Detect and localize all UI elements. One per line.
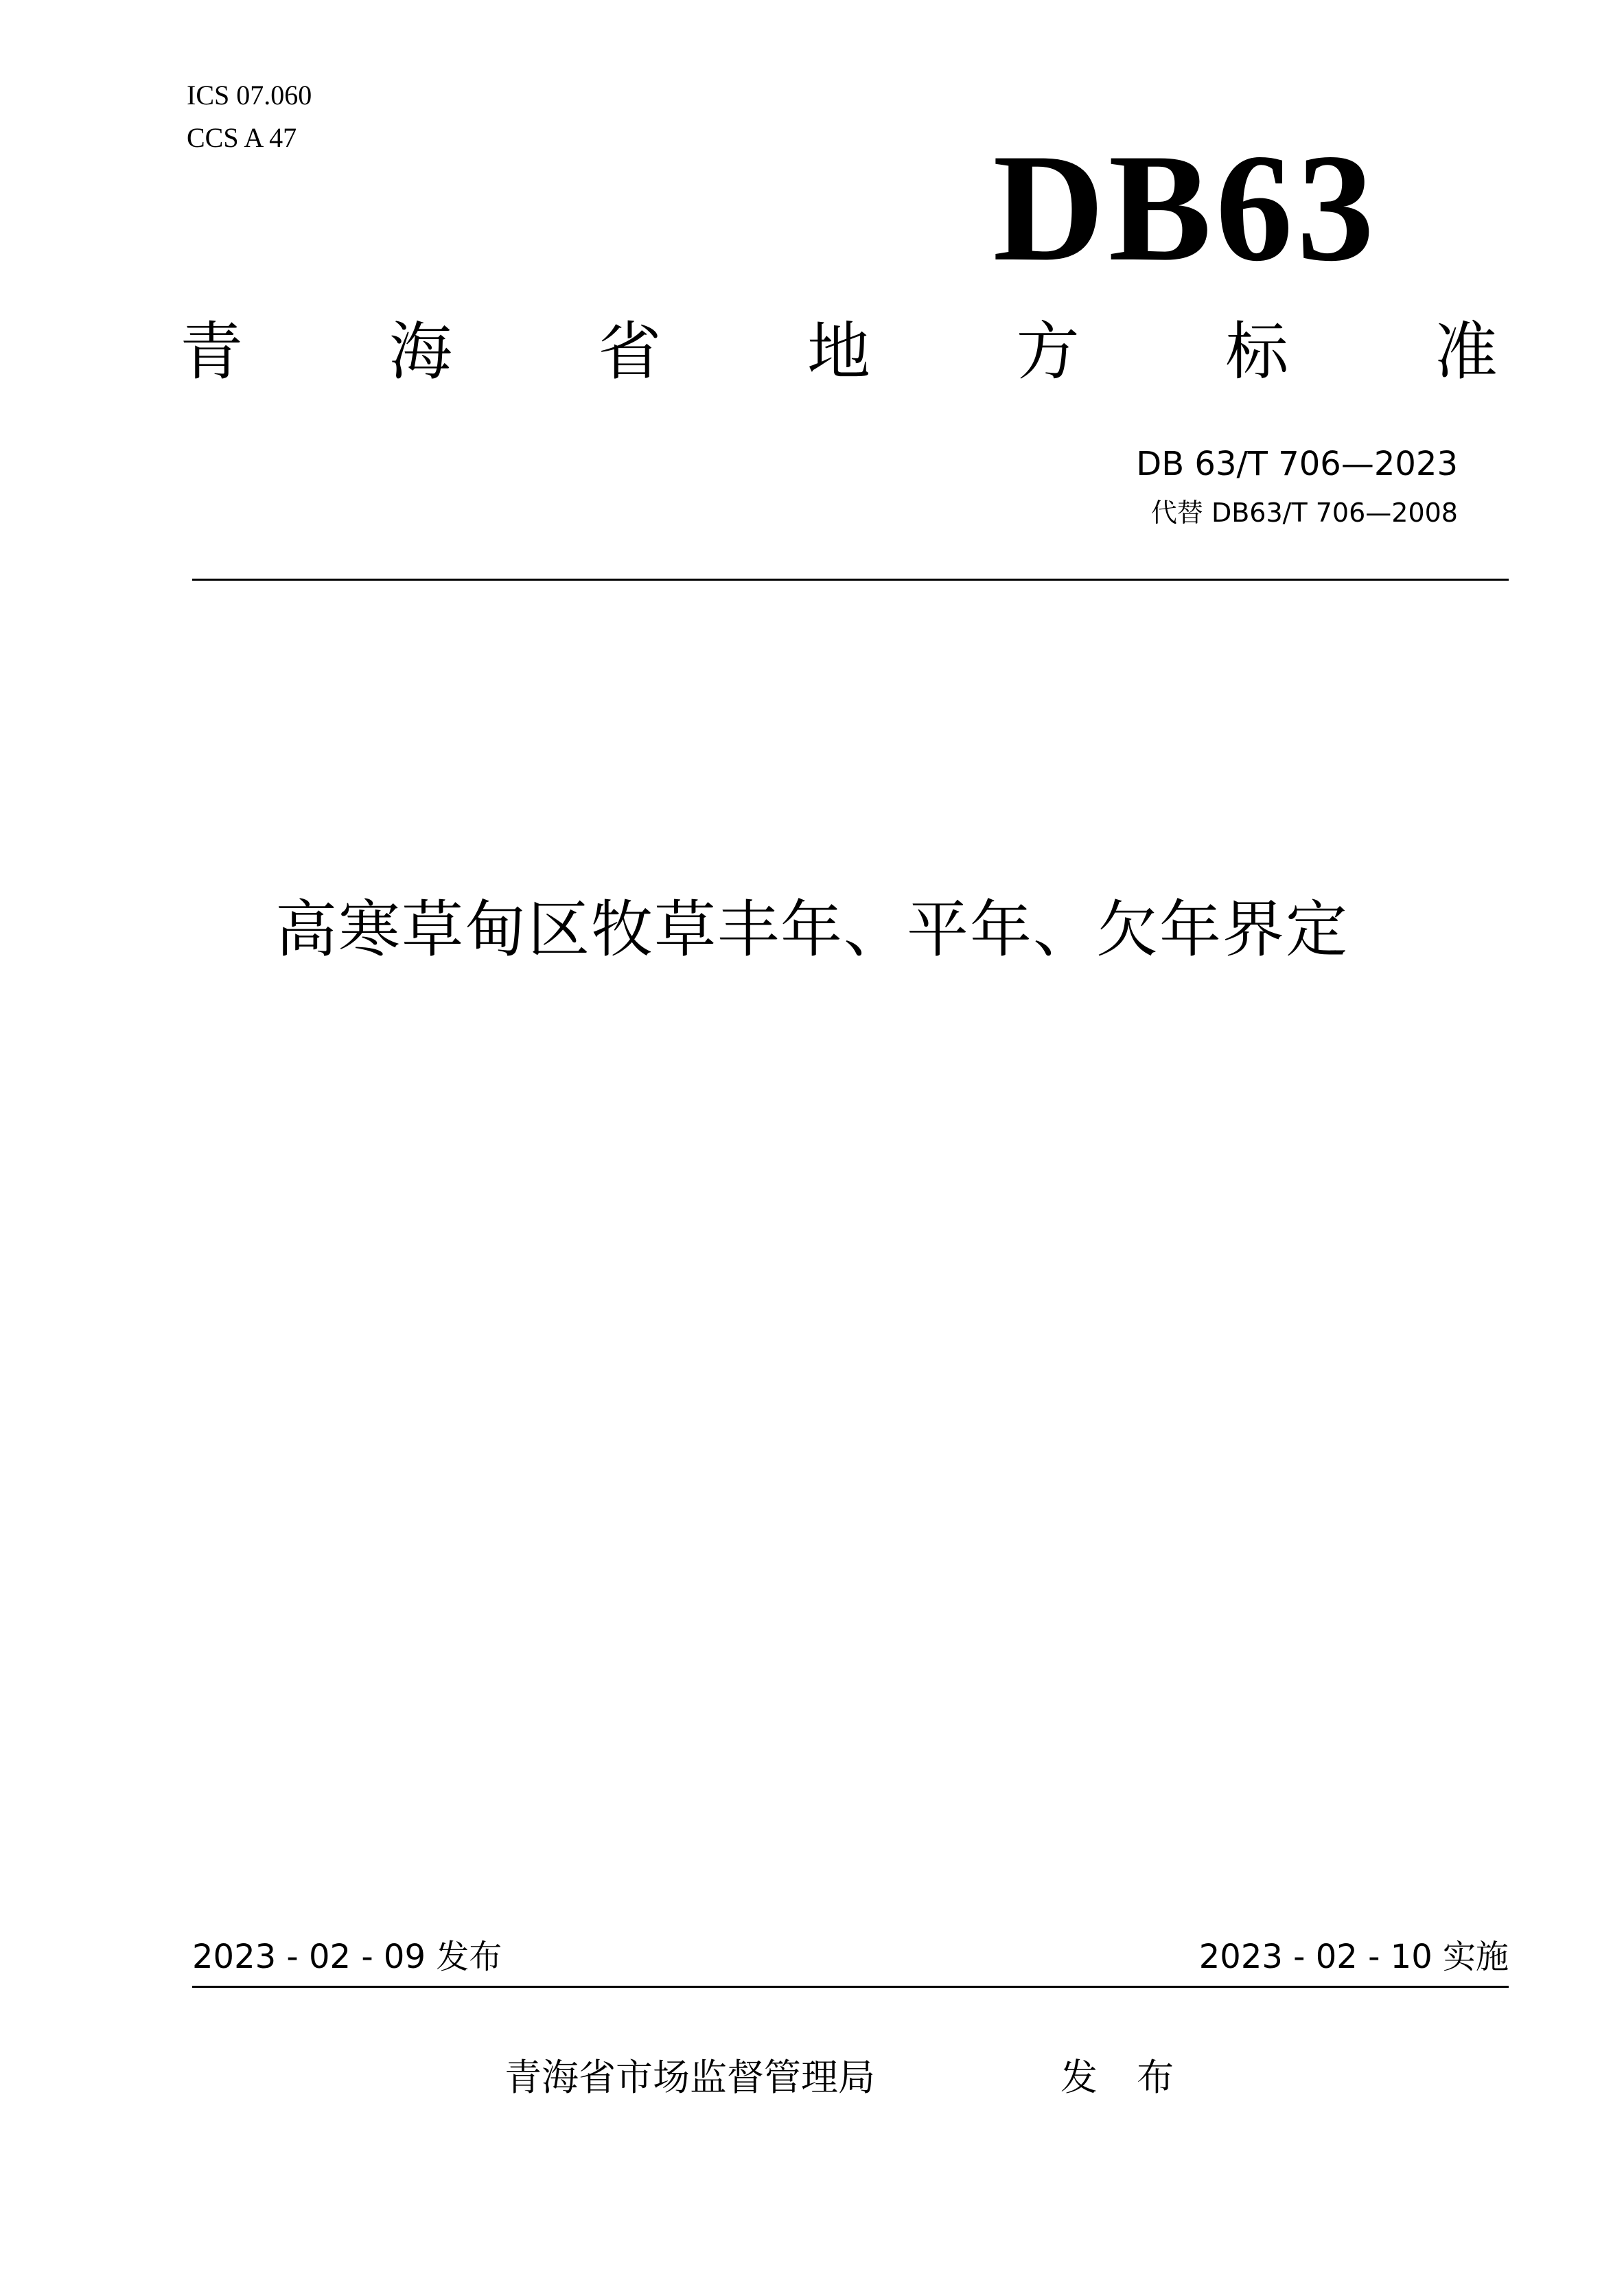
category-char: 省 bbox=[598, 315, 662, 389]
footer-divider bbox=[192, 1986, 1509, 1988]
issuing-authority: 青海省市场监督管理局 bbox=[504, 2056, 875, 2099]
standard-number: DB 63/T 706—2023 bbox=[1136, 445, 1458, 483]
ccs-code: CCS A 47 bbox=[187, 122, 297, 153]
document-title: 高寒草甸区牧草丰年、平年、欠年界定 bbox=[275, 894, 1349, 966]
issue-label: 发 布 bbox=[1060, 2056, 1188, 2099]
category-char: 标 bbox=[1225, 315, 1289, 389]
classification-codes bbox=[187, 74, 312, 159]
replaces-standard: 代替 DB63/T 706—2008 bbox=[1150, 498, 1458, 528]
publish-date: 2023 - 02 - 09 发布 bbox=[192, 1938, 502, 1976]
implement-date: 2023 - 02 - 10 实施 bbox=[1198, 1938, 1509, 1976]
ics-code: ICS 07.060 bbox=[187, 80, 312, 111]
category-char: 海 bbox=[388, 315, 452, 389]
standard-code-logo: DB63 bbox=[993, 121, 1378, 293]
category-char: 地 bbox=[807, 315, 870, 389]
category-char: 青 bbox=[180, 315, 244, 389]
standard-category-title bbox=[180, 314, 1498, 390]
category-char: 方 bbox=[1016, 315, 1080, 389]
category-char: 准 bbox=[1434, 315, 1498, 389]
header-divider bbox=[192, 579, 1509, 581]
